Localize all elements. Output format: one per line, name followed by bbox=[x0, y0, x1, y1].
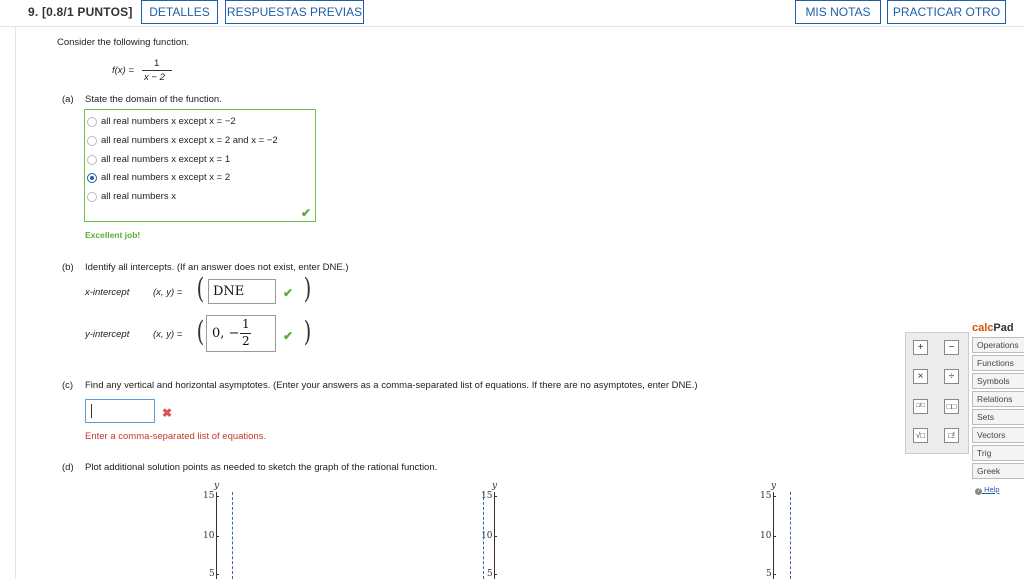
correct-check-icon: ✔ bbox=[301, 206, 312, 220]
close-paren-icon: ) bbox=[303, 315, 312, 348]
calcpad-help-link[interactable] bbox=[975, 485, 1000, 495]
x-intercept-xy-label: (x, y) = bbox=[153, 287, 183, 298]
y-intercept-label: y-intercept bbox=[85, 329, 130, 340]
open-paren-icon: ( bbox=[196, 272, 205, 305]
x-intercept-label: x-intercept bbox=[85, 287, 130, 298]
tick bbox=[494, 574, 497, 575]
details-button[interactable]: DETALLES bbox=[141, 0, 218, 24]
fraction-button[interactable]: □/□ bbox=[913, 399, 928, 414]
function-lhs: f(x) = bbox=[112, 65, 134, 76]
part-a-label: (a) bbox=[62, 94, 74, 105]
calcpad-tab-symbols[interactable]: Symbols bbox=[972, 373, 1024, 389]
part-c-prompt: Find any vertical and horizontal asymptotes. (Enter your answers as a comma-separated list of equations. If there are no asymptotes, enter DNE.) bbox=[85, 380, 698, 391]
option-label: all real numbers x except x = 2 bbox=[101, 172, 231, 183]
intro-text: Consider the following function. bbox=[57, 37, 190, 48]
minus-button[interactable]: − bbox=[944, 340, 959, 355]
tick bbox=[494, 536, 497, 537]
asymptotes-input[interactable] bbox=[85, 399, 155, 423]
calcpad-tab-relations[interactable]: Relations bbox=[972, 391, 1024, 407]
function-numerator: 1 bbox=[154, 58, 160, 69]
tick-label: 10 bbox=[203, 531, 215, 541]
option-label: all real numbers x bbox=[101, 191, 176, 202]
x-intercept-input[interactable]: DNE bbox=[208, 279, 276, 304]
error-hint: Enter a comma-separated list of equations. bbox=[85, 431, 267, 442]
asymptote-line bbox=[483, 492, 484, 579]
radio-button[interactable] bbox=[87, 192, 97, 202]
tick-label: 5 bbox=[209, 569, 215, 579]
option-label: all real numbers x except x = 2 and x = −2 bbox=[101, 135, 278, 146]
y-axis-label: y bbox=[771, 481, 777, 491]
radio-button[interactable] bbox=[87, 136, 97, 146]
sqrt-button[interactable]: √□ bbox=[913, 428, 928, 443]
close-paren-icon: ) bbox=[303, 272, 312, 305]
times-button[interactable]: × bbox=[913, 369, 928, 384]
help-label: Help bbox=[984, 485, 1000, 494]
calcpad-title bbox=[972, 322, 1014, 334]
function-denominator: x − 2 bbox=[144, 72, 165, 83]
part-a-prompt: State the domain of the function. bbox=[85, 94, 222, 105]
help-icon: ? bbox=[976, 488, 981, 494]
divide-button[interactable]: ÷ bbox=[944, 369, 959, 384]
y-intercept-xy-label: (x, y) = bbox=[153, 329, 183, 340]
part-c-label: (c) bbox=[62, 380, 74, 391]
part-b-label: (b) bbox=[62, 262, 74, 273]
asymptote-line bbox=[232, 492, 233, 579]
my-notes-button[interactable]: MIS NOTAS bbox=[795, 0, 881, 24]
plus-button[interactable]: + bbox=[913, 340, 928, 355]
y-intercept-denominator: 2 bbox=[242, 334, 250, 348]
y-axis-label: y bbox=[492, 481, 498, 491]
tick-label: 10 bbox=[481, 531, 493, 541]
calcpad-tab-vectors[interactable]: Vectors bbox=[972, 427, 1024, 443]
tick bbox=[773, 574, 776, 575]
previous-answers-button[interactable]: RESPUESTAS PREVIAS bbox=[225, 0, 364, 24]
calcpad-title-pad: Pad bbox=[993, 322, 1014, 334]
asymptote-line bbox=[790, 492, 791, 579]
option-label: all real numbers x except x = 1 bbox=[101, 154, 231, 165]
tick-label: 5 bbox=[766, 569, 772, 579]
tick bbox=[773, 496, 776, 497]
practice-another-button[interactable]: PRACTICAR OTRO bbox=[887, 0, 1006, 24]
question-header bbox=[0, 0, 1024, 27]
tick bbox=[216, 496, 219, 497]
y-intercept-input[interactable] bbox=[206, 315, 276, 352]
power-button[interactable]: □□ bbox=[944, 399, 959, 414]
tick-label: 15 bbox=[481, 491, 493, 501]
tick bbox=[494, 496, 497, 497]
tick bbox=[216, 574, 219, 575]
text-cursor bbox=[91, 404, 92, 418]
tick bbox=[216, 536, 219, 537]
tick bbox=[773, 536, 776, 537]
question-number: 9. [0.8/1 PUNTOS] bbox=[28, 5, 133, 19]
tick-label: 15 bbox=[760, 491, 772, 501]
y-axis-label: y bbox=[214, 481, 220, 491]
tick-label: 5 bbox=[487, 569, 493, 579]
radio-button[interactable] bbox=[87, 117, 97, 127]
calcpad-title-calc: calc bbox=[972, 322, 994, 334]
factorial-button[interactable]: □! bbox=[944, 428, 959, 443]
correct-check-icon: ✔ bbox=[283, 329, 294, 343]
correct-check-icon: ✔ bbox=[283, 286, 294, 300]
part-d-prompt: Plot additional solution points as needed to sketch the graph of the rational function. bbox=[85, 462, 438, 473]
option-label: all real numbers x except x = −2 bbox=[101, 116, 236, 127]
calcpad-tab-greek[interactable]: Greek bbox=[972, 463, 1024, 479]
fraction-bar bbox=[142, 70, 172, 71]
calcpad-tab-trig[interactable]: Trig bbox=[972, 445, 1024, 461]
feedback-text: Excellent job! bbox=[85, 230, 141, 240]
open-paren-icon: ( bbox=[196, 315, 205, 348]
calcpad-tab-sets[interactable]: Sets bbox=[972, 409, 1024, 425]
tick-label: 15 bbox=[203, 491, 215, 501]
tick-label: 10 bbox=[760, 531, 772, 541]
part-d-label: (d) bbox=[62, 462, 74, 473]
calcpad-tab-functions[interactable]: Functions bbox=[972, 355, 1024, 371]
radio-button[interactable] bbox=[87, 155, 97, 165]
calcpad-tab-operations[interactable]: Operations bbox=[972, 337, 1024, 353]
part-b-prompt: Identify all intercepts. (If an answer does not exist, enter DNE.) bbox=[85, 262, 349, 273]
y-intercept-prefix: 0, − bbox=[212, 326, 240, 341]
incorrect-x-icon: ✖ bbox=[162, 406, 173, 420]
y-intercept-numerator: 1 bbox=[242, 317, 250, 331]
radio-button-selected[interactable] bbox=[87, 173, 97, 183]
